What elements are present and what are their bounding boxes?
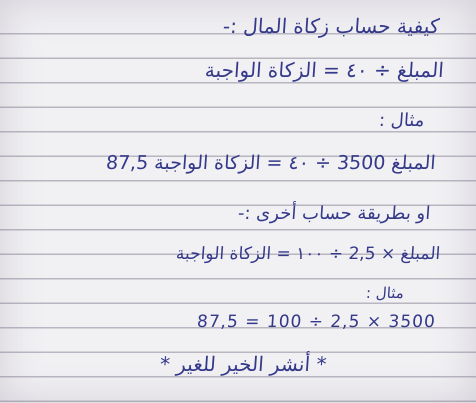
zakat-formula-2: المبلغ × 2,5 ÷ ١٠٠ = الزكاة الواجبة <box>175 244 441 264</box>
example-calculation-2: 87,5 = 100 ÷ 2,5 × 3500 <box>196 312 437 332</box>
example-label-1: مثال : <box>377 110 425 131</box>
share-message: * أنشر الخير للغير * <box>158 352 327 376</box>
zakat-formula: المبلغ ÷ ٤٠ = الزكاة الواجبة <box>204 58 445 82</box>
note-title: كيفية حساب زكاة المال :- <box>222 14 441 38</box>
example-label-2: مثال : <box>365 284 405 302</box>
alternative-method-heading: او بطريقة حساب أخرى :- <box>236 203 431 224</box>
example-calculation-1: المبلغ 3500 ÷ ٤٠ = الزكاة الواجبة 87,5 <box>105 152 437 174</box>
